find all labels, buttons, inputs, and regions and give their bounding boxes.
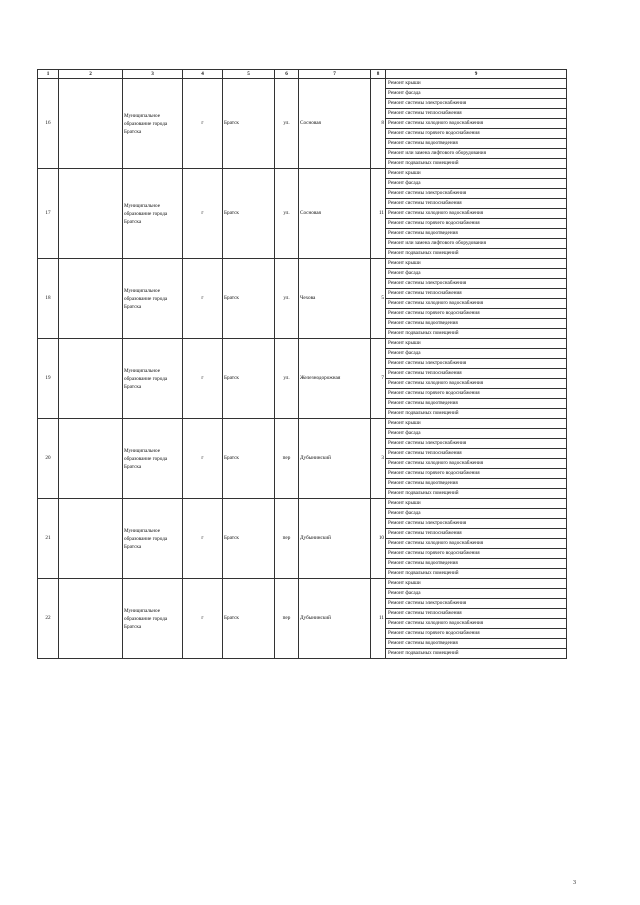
table-row [38, 79, 567, 89]
work-item: Ремонт подвальных помещений [386, 329, 567, 339]
work-item: Ремонт фасада [386, 509, 567, 519]
empty-cell [59, 169, 123, 259]
work-item: Ремонт системы теплоснабжения [386, 449, 567, 459]
table-row [38, 169, 567, 179]
city-name: Братск [223, 579, 275, 659]
house-number: 3 [371, 419, 386, 499]
work-item: Ремонт системы горячего водоснабжения [386, 309, 567, 319]
empty-cell [59, 79, 123, 169]
work-item: Ремонт системы водоотведения [386, 559, 567, 569]
empty-cell [59, 339, 123, 419]
settlement-type: г [183, 79, 223, 169]
city-name: Братск [223, 339, 275, 419]
empty-cell [59, 419, 123, 499]
organization-name: Муниципальное образование города Братска [123, 259, 183, 339]
street-name: Сосновая [299, 79, 371, 169]
work-item: Ремонт системы водоотведения [386, 229, 567, 239]
table-row [38, 499, 567, 509]
work-item: Ремонт или замена лифтового оборудования [386, 149, 567, 159]
empty-cell [59, 499, 123, 579]
work-item: Ремонт крыши [386, 419, 567, 429]
record-number: 18 [38, 259, 59, 339]
work-item: Ремонт системы электроснабжения [386, 189, 567, 199]
work-item: Ремонт системы теплоснабжения [386, 199, 567, 209]
empty-cell [59, 259, 123, 339]
work-item: Ремонт системы холодного водоснабжения [386, 209, 567, 219]
work-item: Ремонт системы электроснабжения [386, 279, 567, 289]
column-header-7: 7 [299, 70, 371, 79]
column-header-5: 5 [223, 70, 275, 79]
work-item: Ремонт системы электроснабжения [386, 359, 567, 369]
work-item: Ремонт подвальных помещений [386, 159, 567, 169]
street-name: Чехова [299, 259, 371, 339]
work-item: Ремонт системы водоотведения [386, 319, 567, 329]
house-number: 11 [371, 579, 386, 659]
empty-cell [59, 579, 123, 659]
work-item: Ремонт системы теплоснабжения [386, 109, 567, 119]
column-header-9: 9 [386, 70, 567, 79]
house-number: 7 [371, 339, 386, 419]
work-item: Ремонт системы холодного водоснабжения [386, 119, 567, 129]
settlement-type: г [183, 579, 223, 659]
organization-name: Муниципальное образование города Братска [123, 579, 183, 659]
street-name: Дубынинский [299, 579, 371, 659]
header-row [38, 70, 567, 79]
work-item: Ремонт системы теплоснабжения [386, 369, 567, 379]
work-item: Ремонт системы холодного водоснабжения [386, 539, 567, 549]
house-number: 8 [371, 79, 386, 169]
work-item: Ремонт фасада [386, 269, 567, 279]
settlement-type: г [183, 259, 223, 339]
work-item: Ремонт фасада [386, 89, 567, 99]
work-item: Ремонт системы горячего водоснабжения [386, 549, 567, 559]
work-item: Ремонт подвальных помещений [386, 249, 567, 259]
settlement-type: г [183, 169, 223, 259]
work-item: Ремонт системы водоотведения [386, 399, 567, 409]
table-row [38, 259, 567, 269]
work-item: Ремонт крыши [386, 259, 567, 269]
work-item: Ремонт подвальных помещений [386, 409, 567, 419]
work-item: Ремонт фасада [386, 179, 567, 189]
work-item: Ремонт системы горячего водоснабжения [386, 389, 567, 399]
street-type: пер [275, 579, 299, 659]
column-header-6: 6 [275, 70, 299, 79]
street-name: Сосновая [299, 169, 371, 259]
record-number: 21 [38, 499, 59, 579]
record-number: 17 [38, 169, 59, 259]
work-item: Ремонт системы холодного водоснабжения [386, 619, 567, 629]
street-name: Дубынинский [299, 419, 371, 499]
table-row [38, 419, 567, 429]
street-type: пер [275, 499, 299, 579]
organization-name: Муниципальное образование города Братска [123, 169, 183, 259]
work-item: Ремонт системы теплоснабжения [386, 289, 567, 299]
street-type: ул. [275, 339, 299, 419]
page-number: 3 [573, 880, 576, 886]
house-number: 5 [371, 259, 386, 339]
work-item: Ремонт фасада [386, 429, 567, 439]
work-item: Ремонт фасада [386, 589, 567, 599]
street-name: Дубынинский [299, 499, 371, 579]
work-item: Ремонт крыши [386, 499, 567, 509]
work-item: Ремонт системы электроснабжения [386, 439, 567, 449]
work-item: Ремонт системы теплоснабжения [386, 529, 567, 539]
work-item: Ремонт или замена лифтового оборудования [386, 239, 567, 249]
table-row [38, 339, 567, 349]
city-name: Братск [223, 419, 275, 499]
work-item: Ремонт системы холодного водоснабжения [386, 459, 567, 469]
house-number: 10 [371, 499, 386, 579]
column-header-3: 3 [123, 70, 183, 79]
work-item: Ремонт системы водоотведения [386, 139, 567, 149]
work-item: Ремонт системы горячего водоснабжения [386, 469, 567, 479]
city-name: Братск [223, 79, 275, 169]
work-item: Ремонт системы теплоснабжения [386, 609, 567, 619]
city-name: Братск [223, 169, 275, 259]
street-name: Железнодорожная [299, 339, 371, 419]
record-number: 22 [38, 579, 59, 659]
work-item: Ремонт системы водоотведения [386, 639, 567, 649]
work-item: Ремонт системы холодного водоснабжения [386, 379, 567, 389]
settlement-type: г [183, 339, 223, 419]
organization-name: Муниципальное образование города Братска [123, 339, 183, 419]
city-name: Братск [223, 259, 275, 339]
work-item: Ремонт системы электроснабжения [386, 599, 567, 609]
work-item: Ремонт системы горячего водоснабжения [386, 219, 567, 229]
record-number: 16 [38, 79, 59, 169]
street-type: ул. [275, 169, 299, 259]
work-item: Ремонт подвальных помещений [386, 649, 567, 659]
work-item: Ремонт системы горячего водоснабжения [386, 129, 567, 139]
column-header-2: 2 [59, 70, 123, 79]
work-item: Ремонт фасада [386, 349, 567, 359]
table-body [38, 79, 567, 659]
street-type: ул. [275, 259, 299, 339]
record-number: 19 [38, 339, 59, 419]
street-type: ул. [275, 79, 299, 169]
column-header-4: 4 [183, 70, 223, 79]
work-item: Ремонт крыши [386, 169, 567, 179]
work-item: Ремонт системы горячего водоснабжения [386, 629, 567, 639]
column-header-8: 8 [371, 70, 386, 79]
table-row [38, 579, 567, 589]
work-item: Ремонт системы холодного водоснабжения [386, 299, 567, 309]
street-type: пер [275, 419, 299, 499]
work-item: Ремонт подвальных помещений [386, 569, 567, 579]
work-item: Ремонт системы электроснабжения [386, 99, 567, 109]
house-number: 11 [371, 169, 386, 259]
organization-name: Муниципальное образование города Братска [123, 499, 183, 579]
settlement-type: г [183, 499, 223, 579]
column-header-1: 1 [38, 70, 59, 79]
organization-name: Муниципальное образование города Братска [123, 79, 183, 169]
city-name: Братск [223, 499, 275, 579]
organization-name: Муниципальное образование города Братска [123, 419, 183, 499]
work-item: Ремонт системы водоотведения [386, 479, 567, 489]
work-item: Ремонт подвальных помещений [386, 489, 567, 499]
settlement-type: г [183, 419, 223, 499]
work-item: Ремонт крыши [386, 579, 567, 589]
work-item: Ремонт крыши [386, 339, 567, 349]
works-table [37, 69, 567, 659]
work-item: Ремонт крыши [386, 79, 567, 89]
record-number: 20 [38, 419, 59, 499]
work-item: Ремонт системы электроснабжения [386, 519, 567, 529]
